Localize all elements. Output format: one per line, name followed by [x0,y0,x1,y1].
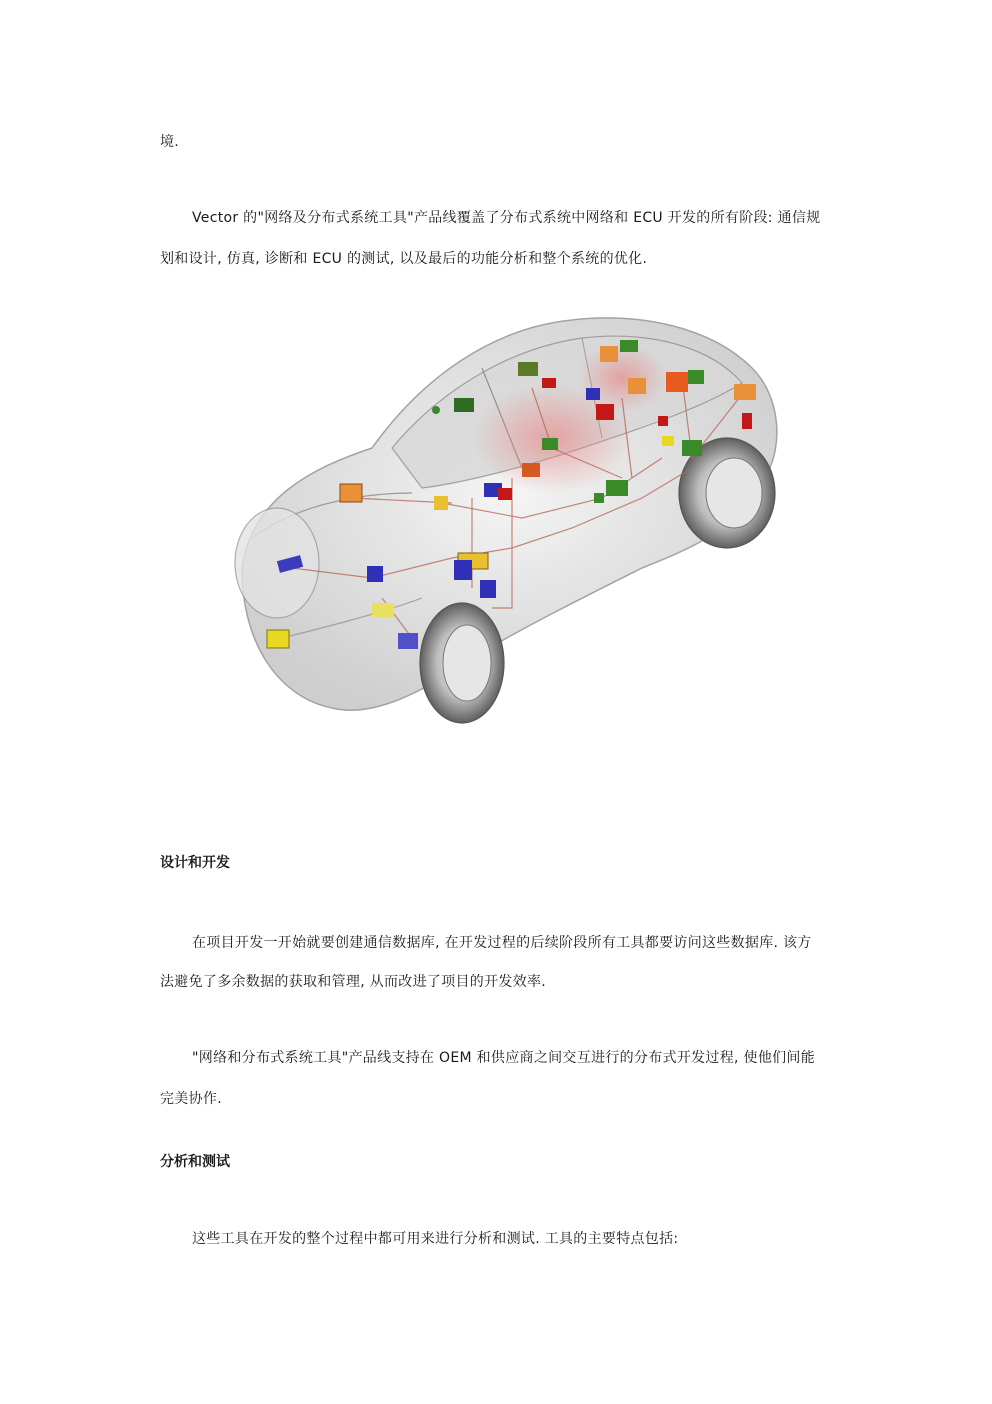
text-line-analysis-1: 这些工具在开发的整个过程中都可用来进行分析和测试. 工具的主要特点包括: [192,1231,679,1247]
heading-design: 设计和开发 [160,855,230,871]
car-network-figure [222,298,787,738]
front-wheel [420,603,504,723]
text-line-design-2: 法避免了多余数据的获取和管理, 从而改进了项目的开发效率. [160,974,547,990]
heading-analysis: 分析和测试 [160,1154,230,1170]
text-line-intro-tail: 境. [160,134,180,150]
text-line-oem-1: "网络和分布式系统工具"产品线支持在 OEM 和供应商之间交互进行的分布式开发过程, 使他们间能 [192,1050,816,1066]
text-line-design-1: 在项目开发一开始就要创建通信数据库, 在开发过程的后续阶段所有工具都要访问这些数据库. 该方 [192,935,812,951]
text-line-vector-2: 划和设计, 仿真, 诊断和 ECU 的测试, 以及最后的功能分析和整个系统的优化. [160,251,648,267]
text-line-oem-2: 完美协作. [160,1091,222,1107]
text-line-vector-1: Vector 的"网络及分布式系统工具"产品线覆盖了分布式系统中网络和 ECU 开发的所有阶段: 通信规 [192,210,821,226]
